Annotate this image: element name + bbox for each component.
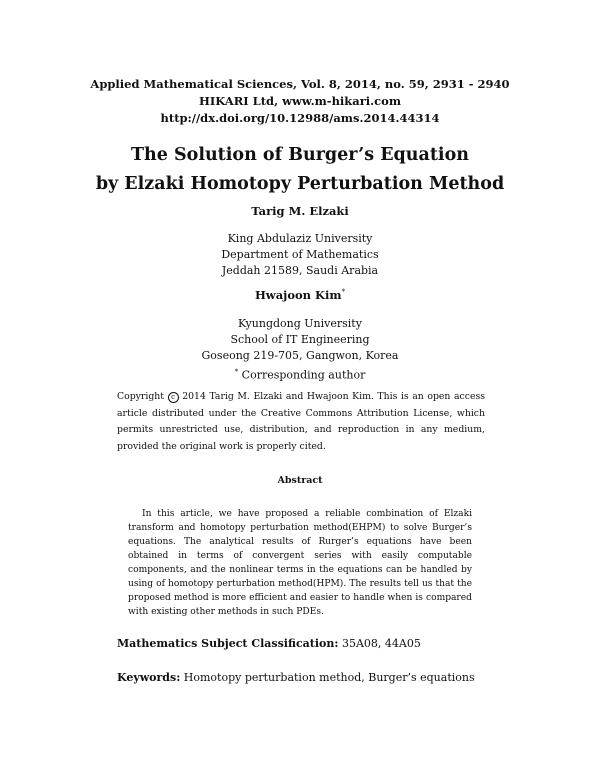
copyright-symbol-icon: c — [168, 392, 179, 403]
corresponding-mark: * — [341, 288, 346, 297]
paper-title — [0, 141, 600, 199]
affil-1-department: Department of Mathematics — [221, 248, 379, 261]
abstract-body: In this article, we have proposed a reliable combination of Elzaki transform and homotopy perturbation method(EHPM) to solve Burger’s equations. The analytical results of Rurger’s equations have been obtained in terms of convergent series with easily computable components, and the nonlinear terms in the equations can be handled by using of homotopy perturbation method(HPM). The results tell us that the proposed method is more efficient and easier to handle when is compared with existing other methods in such PDEs. — [128, 509, 472, 617]
copyright-label: Copyright — [117, 391, 165, 402]
corresponding-note: * Corresponding author — [234, 368, 366, 382]
journal-citation: Applied Mathematical Sciences, Vol. 8, 2014, no. 59, 2931 - 2940 — [90, 77, 510, 91]
title-line-1: The Solution of Burger’s Equation — [131, 145, 469, 165]
affil-2-university: Kyungdong University — [238, 317, 362, 330]
keywords-line — [117, 671, 497, 684]
keywords-label: Keywords: — [117, 671, 181, 684]
affil-1-address: Jeddah 21589, Saudi Arabia — [221, 264, 379, 277]
msc-label: Mathematics Subject Classification: — [117, 637, 339, 650]
author-2-name: Hwajoon Kim — [254, 288, 342, 302]
author-2 — [0, 288, 600, 302]
copyright-text: 2014 Tarig M. Elzaki and Hwajoon Kim. This is an open access article distributed under the Creative Commons Attribution License, which permits unrestricted use, distribution, and reproduction in any medium, provided the original work is properly cited. — [117, 391, 485, 452]
affil-2-address: Goseong 219-705, Gangwon, Korea — [201, 349, 399, 362]
affil-1-university: King Abdulaziz University — [227, 232, 373, 245]
copyright-notice — [117, 389, 485, 455]
msc-line — [117, 637, 497, 650]
msc-value: 35A08, 44A05 — [341, 637, 421, 650]
publisher-line: HIKARI Ltd, www.m-hikari.com — [199, 94, 401, 108]
journal-header — [0, 76, 600, 127]
author-1-name: Tarig M. Elzaki — [251, 204, 349, 218]
affil-2-school: School of IT Engineering — [230, 333, 370, 346]
doi-link[interactable]: http://dx.doi.org/10.12988/ams.2014.44314 — [160, 111, 440, 125]
keywords-value: Homotopy perturbation method, Burger’s equations — [183, 671, 475, 684]
author-1-affiliation — [0, 231, 600, 279]
author-2-affiliation — [0, 316, 600, 384]
abstract-heading: Abstract — [277, 475, 323, 486]
title-line-2: by Elzaki Homotopy Perturbation Method — [95, 174, 505, 194]
